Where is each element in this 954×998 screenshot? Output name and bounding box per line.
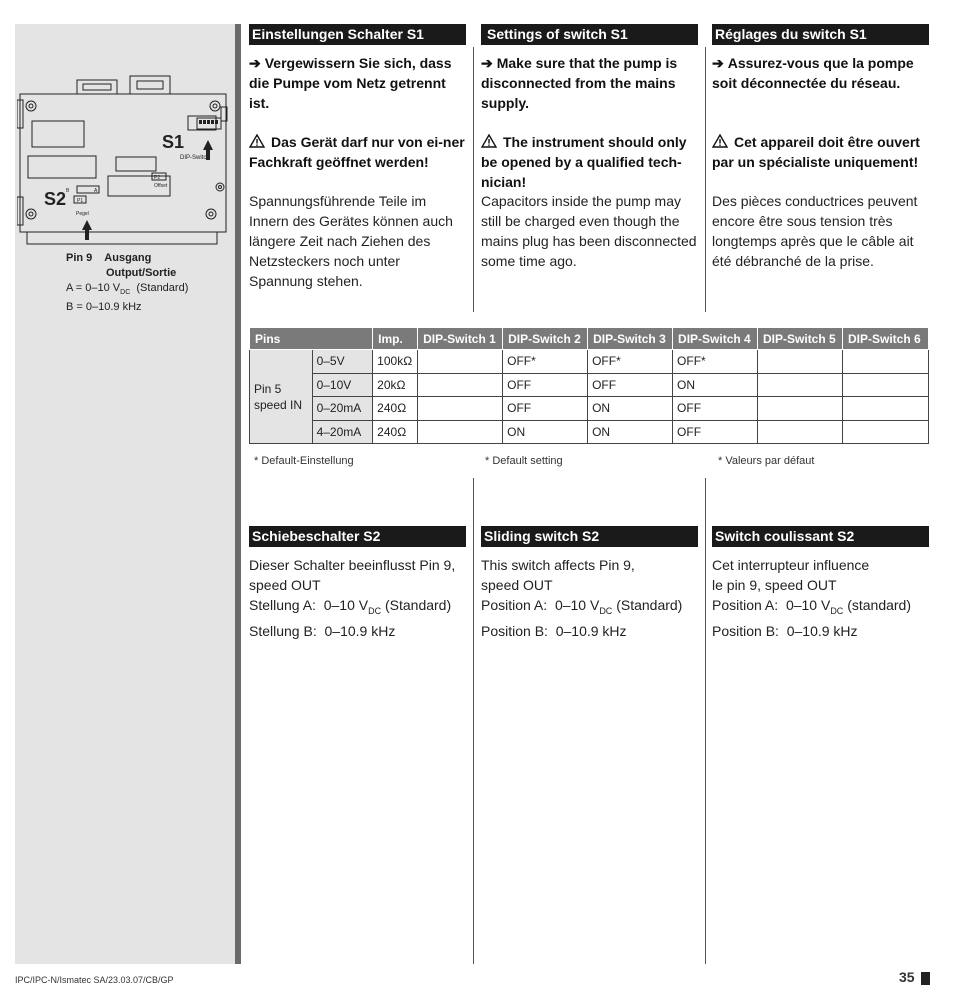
table-header-row [250,328,929,350]
table-header-cell: Pins [250,328,373,350]
range-cell: 0–20mA [312,397,373,421]
dip-cell [842,373,928,397]
s2-line2-de: speed OUT [249,577,321,593]
table-header-cell: DIP-Switch 5 [758,328,843,350]
s2-pos-a-de [249,595,465,621]
dip-cell [418,420,503,444]
dip-cell: OFF [673,397,758,421]
dip-cell: OFF [588,373,673,397]
range-cell: 0–5V [312,350,373,374]
s1-warning-en [481,132,697,192]
dip-cell: OFF* [503,350,588,374]
s2-pos-a-fr [712,595,928,621]
dip-cell [758,373,843,397]
dip-cell [758,350,843,374]
arrow-right-icon: ➔ [249,55,261,71]
dip-cell: ON [503,420,588,444]
table-row [250,397,929,421]
s2-pos-a-label: Position A: [712,597,779,613]
figure-caption [66,251,188,315]
s2-line2-fr: le pin 9, speed OUT [712,577,837,593]
range-cell: 4–20mA [312,420,373,444]
p1-label: P1 [77,198,84,204]
arrow-right-icon: ➔ [481,55,493,71]
dc-subscript: DC [830,605,844,616]
s2-body-de [249,555,465,641]
footnote-en: * Default setting [485,455,563,467]
s2-heading-de: Schiebeschalter S2 [249,526,466,547]
caption-a: A = 0–10 V [66,282,121,294]
s1-notice-de [249,53,465,113]
p2-label: P2 [154,175,161,181]
s1-marker: S1 [162,132,185,152]
page-number: 35 [899,969,915,985]
s2-pos-a-tail: (Standard) [616,597,683,613]
dip-cell: ON [673,373,758,397]
dip-cell: OFF* [588,350,673,374]
imp-cell: 100kΩ [373,350,418,374]
table-row [250,350,929,374]
column-divider [473,47,474,312]
s2-pos-b-label: Position B: [712,622,779,639]
s1-body-de: Spannungsführende Teile im Innern des Gerätes können auch längere Zeit nach Ziehen des Netzsteckers noch unter Spannung stehen. [249,193,453,289]
s1-heading-fr: Réglages du switch S1 [712,24,929,45]
s2-pos-a-value: 0–10 V [785,597,831,613]
s1-notice-fr [712,53,928,93]
s1-warning-en-text: The instrument should only be opened by a qualified tech-nician! [481,134,687,190]
s1-heading-de: Einstellungen Schalter S1 [249,24,466,45]
s2-pos-b-label: Position B: [481,622,548,639]
s2-pos-a-label: Position A: [481,597,548,613]
dip-cell [758,397,843,421]
s2-heading-fr: Switch coulissant S2 [712,526,929,547]
s2-pos-a-value: 0–10 V [323,597,369,613]
dip-cell [418,350,503,374]
s1-body-fr: Des pièces conductrices peuvent encore être sous tension très longtemps après que le câble ait été débranché de la prise. [712,193,918,269]
s2-pos-b-de [249,621,465,641]
caption-a-sub: DC [120,289,131,297]
s1-notice-en-text: Make sure that the pump is disconnected from the mains supply. [481,55,678,111]
dip-switch-label: DIP-Switch [180,155,210,161]
dip-cell [842,350,928,374]
imp-cell: 20kΩ [373,373,418,397]
dc-subscript: DC [368,605,382,616]
s2-pos-a-tail: (standard) [847,597,912,613]
caption-b: B = 0–10.9 kHz [66,301,142,314]
sidebar-divider [235,24,241,964]
dip-cell: ON [588,397,673,421]
s2-pos-b-value: 0–10.9 kHz [324,622,396,639]
dip-cell [758,420,843,444]
footnote-de: * Default-Einstellung [254,455,354,467]
column-divider [705,47,706,312]
s2-pos-a-en [481,595,697,621]
dip-cell: OFF* [673,350,758,374]
table-header-cell: DIP-Switch 3 [588,328,673,350]
range-cell: 0–10V [312,373,373,397]
dip-switch-table [249,327,929,444]
table-header-cell: DIP-Switch 6 [842,328,928,350]
s1-notice-de-text: Vergewissern Sie sich, dass die Pumpe vom Netz getrennt ist. [249,55,452,111]
dc-subscript: DC [599,605,613,616]
table-header-cell: DIP-Switch 4 [673,328,758,350]
arrow-right-icon: ➔ [712,55,724,71]
table-header-cell: DIP-Switch 2 [503,328,588,350]
dip-cell: ON [588,420,673,444]
table-header-cell: Imp. [373,328,418,350]
s1-warning-de [249,132,465,172]
s2-line2-en: speed OUT [481,577,553,593]
s2-pos-a-value: 0–10 V [554,597,600,613]
imp-cell: 240Ω [373,397,418,421]
s1-warning-de-text: Das Gerät darf nur von ei-ner Fachkraft geöffnet werden! [249,134,465,170]
s2-pos-b-en [481,621,697,641]
s2-pos-a-tail: (Standard) [384,597,452,613]
s2-line1-en: This switch affects Pin 9, [481,557,635,573]
column-divider [705,478,706,964]
dip-cell [842,420,928,444]
s2-b-label: B [66,188,70,194]
warning-triangle-icon [481,134,497,148]
column-divider [473,478,474,964]
pin-label-cell [250,350,313,444]
table-header-cell: DIP-Switch 1 [418,328,503,350]
dip-cell: OFF [503,397,588,421]
s2-pos-a-label: Stellung A: [249,597,316,613]
table-row [250,373,929,397]
caption-title-2: Output/Sortie [106,267,177,279]
s2-body-fr [712,555,928,641]
s2-a-label: A [94,188,98,194]
footnote-fr: * Valeurs par défaut [718,455,815,467]
dip-cell [418,397,503,421]
s2-pos-b-value: 0–10.9 kHz [786,622,858,639]
s2-pos-b-value: 0–10.9 kHz [555,622,627,639]
s1-warning-fr [712,132,928,172]
dip-cell: OFF [503,373,588,397]
dip-cell: OFF [673,420,758,444]
s2-pos-b-fr [712,621,928,641]
imp-cell: 240Ω [373,420,418,444]
warning-triangle-icon [249,134,265,148]
s2-pos-b-label: Stellung B: [249,622,317,639]
s1-notice-fr-text: Assurez-vous que la pompe soit déconnectée du réseau. [712,55,914,91]
pegel-label: Pegel [76,211,89,217]
circuit-board-diagram [17,72,235,248]
s2-line1-de: Dieser Schalter beeinflusst Pin 9, [249,557,456,573]
warning-triangle-icon [712,134,728,148]
s2-marker: S2 [44,189,67,209]
caption-a-tail: (Standard) [136,282,189,294]
offset-label: Offset [154,183,168,189]
table-row [250,420,929,444]
s2-heading-en: Sliding switch S2 [481,526,698,547]
document-reference: IPC/IPC-N/Ismatec SA/23.03.07/CB/GP [15,975,174,985]
caption-pin: Pin 9 [66,252,93,264]
s1-body-en: Capacitors inside the pump may still be charged even though the mains plug has been disconnected some time ago. [481,193,697,269]
s1-warning-fr-text: Cet appareil doit être ouvert par un spécialiste uniquement! [712,134,920,170]
dip-cell [418,373,503,397]
s2-body-en [481,555,697,641]
pin-label-1: Pin 5 [254,381,282,396]
pin-label-2: speed IN [254,397,303,412]
s2-line1-fr: Cet interrupteur influence [712,557,870,573]
caption-title: Ausgang [104,252,152,264]
s1-notice-en [481,53,697,113]
page-marker [921,972,930,985]
dip-cell [842,397,928,421]
s1-heading-en: Settings of switch S1 [481,24,698,45]
